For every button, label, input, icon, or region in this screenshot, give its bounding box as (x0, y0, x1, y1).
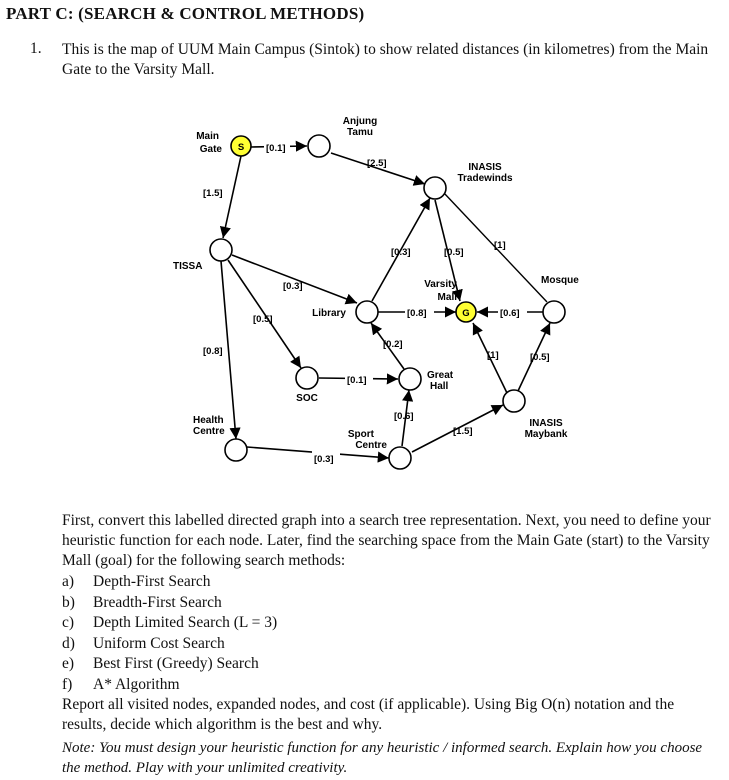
list-letter: d) (62, 634, 75, 652)
list-letter: c) (62, 614, 75, 631)
edge-tissa-health (221, 261, 236, 439)
node-mosque (543, 301, 565, 323)
list-item (62, 654, 277, 675)
method-depth-first: Depth-First Search (93, 573, 211, 590)
list-item (62, 675, 277, 696)
section-heading: PART C: (SEARCH & CONTROL METHODS) (6, 4, 365, 23)
list-letter: b) (62, 593, 75, 611)
edge-label-main-gate-tissa: [1.5] (203, 188, 223, 199)
edge-label-main-gate-anjung: [0.1] (266, 143, 286, 154)
edge-label-sport-great-hall: [0.6] (394, 411, 414, 422)
list-item (62, 634, 277, 655)
node-sport-centre (389, 447, 411, 469)
edge-label-library-inasis: [0.3] (391, 247, 411, 258)
label-main-gate: Main Gate (196, 131, 222, 155)
node-anjung-tamu (308, 135, 330, 157)
edge-label-maybank-mall: [1] (487, 350, 499, 361)
method-breadth-first: Breadth-First Search (93, 593, 222, 611)
method-best-first: Best First (Greedy) Search (93, 655, 259, 672)
label-tissa: TISSA (173, 261, 203, 272)
edge-label-tissa-soc: [0.5] (253, 314, 273, 325)
node-soc (296, 367, 318, 389)
label-anjung-tamu: Anjung Tamu (342, 116, 378, 138)
edge-label-tissa-health: [0.8] (203, 346, 223, 357)
edge-label-anjung-inasis: [2.5] (367, 158, 387, 169)
note-text: Note: You must design your heuristic function for any heuristic / informed search. Explain how you choose the method. Play with your unlimited creativity. (62, 740, 703, 776)
method-depth-limited: Depth Limited Search (L = 3) (93, 614, 278, 631)
list-item (62, 593, 277, 614)
edge-label-great-hall-library: [0.2] (383, 339, 403, 350)
report-instructions: Report all visited nodes, expanded nodes, and cost (if applicable). Using Big O(n) notation and the results, decide which algorithm is the best and why. (62, 696, 675, 733)
edge-label-library-mall: [0.8] (407, 308, 427, 319)
label-mosque: Mosque (541, 275, 579, 286)
list-item (62, 613, 277, 634)
edge-label-tissa-library: [0.3] (283, 281, 303, 292)
label-inasis-maybank: INASIS Maybank (524, 418, 568, 440)
edge-label-health-sport: [0.3] (314, 454, 334, 465)
method-a-star: A* Algorithm (93, 675, 180, 693)
node-tissa (210, 239, 232, 261)
edge-label-soc-great-hall: [0.1] (347, 375, 367, 386)
question-text: This is the map of UUM Main Campus (Sintok) to show related distances (in kilometres) from the Main Gate to the Varsity Mall. (62, 41, 709, 78)
node-inasis-tradewinds (424, 177, 446, 199)
list-letter: f) (62, 675, 73, 693)
node-health-centre (225, 439, 247, 461)
list-letter: a) (62, 573, 75, 590)
edge-label-mosque-mall: [0.6] (500, 308, 520, 319)
edge-main-gate-tissa (223, 156, 241, 238)
label-library: Library (312, 308, 346, 319)
edge-label-maybank-mosque: [0.5] (530, 352, 550, 363)
label-sport-centre: Sport Centre (347, 429, 387, 451)
search-methods-list (62, 572, 277, 695)
question-number: 1. (30, 40, 42, 57)
edge-label-inasis-mosque: [1] (494, 240, 506, 251)
edge-label-inasis-mall: [0.5] (444, 247, 464, 258)
label-great-hall: Great Hall (427, 370, 454, 392)
label-soc: SOC (296, 393, 318, 404)
label-varsity-mall: Varsity Mall (424, 279, 457, 303)
edge-tissa-library (232, 255, 357, 303)
label-inasis-tradewinds: INASIS Tradewinds (457, 162, 513, 184)
node-library (356, 301, 378, 323)
node-great-hall (399, 368, 421, 390)
instructions-paragraph: First, convert this labelled directed graph into a search tree representation. Next, you need to define your heuristic function for each node. Later, find the searching space from the Main Gate (start) to the Varsity Mall (goal) for the following search methods: (62, 512, 711, 569)
edge-label-sport-maybank: [1.5] (453, 426, 473, 437)
node-inasis-maybank (503, 390, 525, 412)
start-marker: S (237, 142, 245, 153)
method-uniform-cost: Uniform Cost Search (93, 634, 225, 652)
list-letter: e) (62, 655, 75, 672)
list-item (62, 572, 277, 593)
goal-marker: G (462, 308, 470, 319)
label-health-centre: Health Centre (193, 415, 225, 437)
